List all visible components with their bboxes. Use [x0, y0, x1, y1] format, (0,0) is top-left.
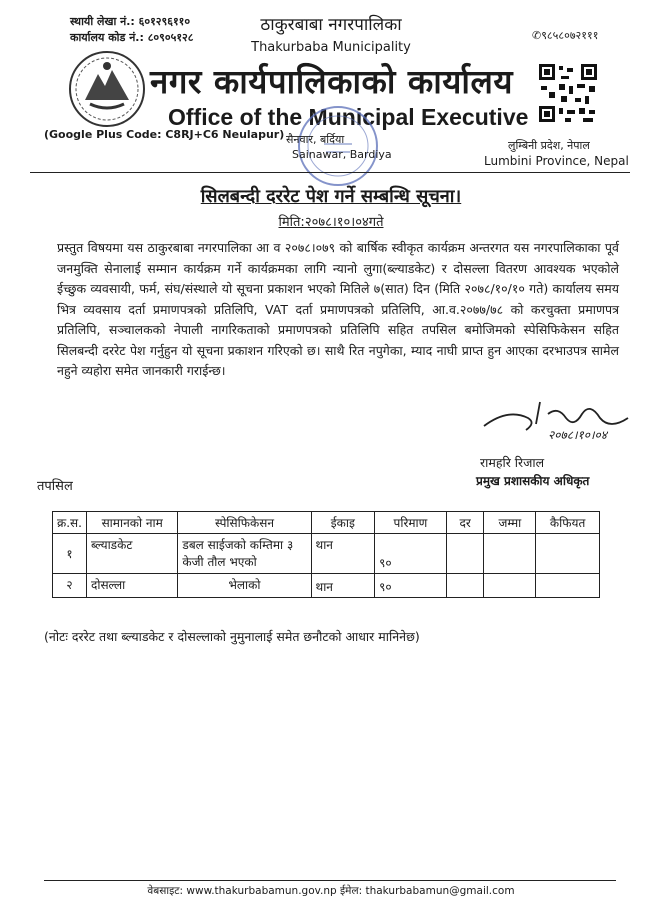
- location-np: सैनवार, बर्दिया: [286, 133, 345, 146]
- column-header-item-name: सामानको नाम: [86, 512, 177, 534]
- row-specification: डबल साईजको कम्तिमा ३ केजी तौल भएको: [178, 534, 311, 574]
- office-title-en: Office of the Municipal Executive: [168, 104, 529, 130]
- signature-date: २०७८।१०।०४: [548, 428, 608, 442]
- province-en: Lumbini Province, Nepal: [484, 154, 629, 168]
- row-rate: [446, 574, 484, 598]
- footer-divider: [44, 880, 616, 881]
- table-header-row: [53, 512, 600, 534]
- location-en: Sainawar, Bardiya: [292, 148, 392, 161]
- google-plus-code: (Google Plus Code: C8RJ+C6 Neulapur): [44, 128, 285, 141]
- row-rate: [446, 534, 484, 574]
- table-caption: तपसिल: [37, 479, 73, 494]
- notice-note: (नोटः दररेट तथा ब्ल्याडकेट र दोसल्लाको नुमुनालाई समेत छनौटको आधार मानिनेछ): [44, 629, 420, 644]
- column-header-rate: दर: [446, 512, 484, 534]
- notice-body: प्रस्तुत विषयमा यस ठाकुरबाबा नगरपालिका आ व २०७८।०७९ को बार्षिक स्वीकृत कार्यक्रम अन्तरगत यस नगरपालिकाका पूर्व जनमुक्ति सेनालाई सम्मान कार्यक्रम गर्ने कार्यक्रमका लागि न्यानो लुगा(ब्ल्याडकेट) र दोसल्ला वितरण आवश्यक भएकोले ईच्छुक व्यवसायी, फर्म, संघ/संस्थाले यो सूचना प्रकाशन भएको मितिले ७(सात) दिन (मिति २०७८/१०/१० गते) कार्यालय समय भित्र व्यवसाय दर्ता प्रमाणपत्रको प्रतिलिपि, VAT दर्ता प्रमाणपत्रको प्रतिलिपि, आ.व.२०७७/७८ को करचुक्ता प्रमाणपत्र प्रतिलिपि, सञ्चालकको नेपाली नागरिकताको प्रमाणपत्रको प्रतिलिपि सहित तपसिल बमोजिमको स्पेसिफिकेसन सहित सिलबन्दी दररेट पेश गर्नुहुन यो सूचना प्रकाशन गरिएको छ। साथै रित नपुगेका, म्याद नाघी प्राप्त हुन आएका दरभाउपत्र सामेल नहुने व्यहोरा समेत जानकारी गराईन्छ।: [57, 240, 619, 378]
- nepal-emblem-icon: [68, 50, 146, 128]
- phone-number: ✆९८५८०७२१११: [532, 29, 599, 42]
- items-table: [52, 511, 600, 598]
- row-item-name: ब्ल्याडकेट: [86, 534, 177, 574]
- row-remarks: [536, 534, 600, 574]
- column-header-specification: स्पेसिफिकेसन: [178, 512, 311, 534]
- row-quantity: ९०: [375, 574, 447, 598]
- column-header-unit: ईकाइ: [311, 512, 375, 534]
- municipality-name-np: ठाकुरबाबा नगरपालिका: [260, 15, 402, 35]
- row-remarks: [536, 574, 600, 598]
- row-total: [484, 574, 536, 598]
- row-total: [484, 534, 536, 574]
- tax-account-number: स्थायी लेखा नं.: ६०१२९६११०: [70, 15, 191, 28]
- table-row: [53, 534, 600, 574]
- row-specification: भेलाको: [178, 574, 311, 598]
- row-unit: थान: [311, 534, 375, 574]
- header-divider: [30, 172, 630, 173]
- column-header-serial: क्र.स.: [53, 512, 87, 534]
- province-np: लुम्बिनी प्रदेश, नेपाल: [508, 139, 590, 152]
- notice-date: मिति:२०७८।१०।०४गते: [278, 215, 384, 230]
- column-header-quantity: परिमाण: [375, 512, 447, 534]
- row-quantity: ९०: [375, 534, 447, 574]
- notice-title: सिलबन्दी दररेट पेश गर्ने सम्बन्धि सूचना।: [200, 186, 462, 207]
- footer-contact: वेबसाइट: www.thakurbabamun.gov.np ईमेल: thakurbabamun@gmail.com: [147, 885, 515, 897]
- office-title-np: नगर कार्यपालिकाको कार्यालय: [150, 62, 513, 101]
- signer-title: प्रमुख प्रशासकीय अधिकृत: [476, 474, 590, 488]
- qr-code-icon: [537, 62, 599, 124]
- row-serial: २: [53, 574, 87, 598]
- signer-name: रामहरि रिजाल: [480, 455, 545, 470]
- column-header-total: जम्मा: [484, 512, 536, 534]
- table-row: [53, 574, 600, 598]
- column-header-remarks: कैफियत: [536, 512, 600, 534]
- municipality-name-en: Thakurbaba Municipality: [251, 40, 411, 55]
- office-code: कार्यालय कोड नं.: ८०९०५१२८: [70, 31, 194, 44]
- row-unit: थान: [311, 574, 375, 598]
- row-serial: १: [53, 534, 87, 574]
- row-item-name: दोसल्ला: [86, 574, 177, 598]
